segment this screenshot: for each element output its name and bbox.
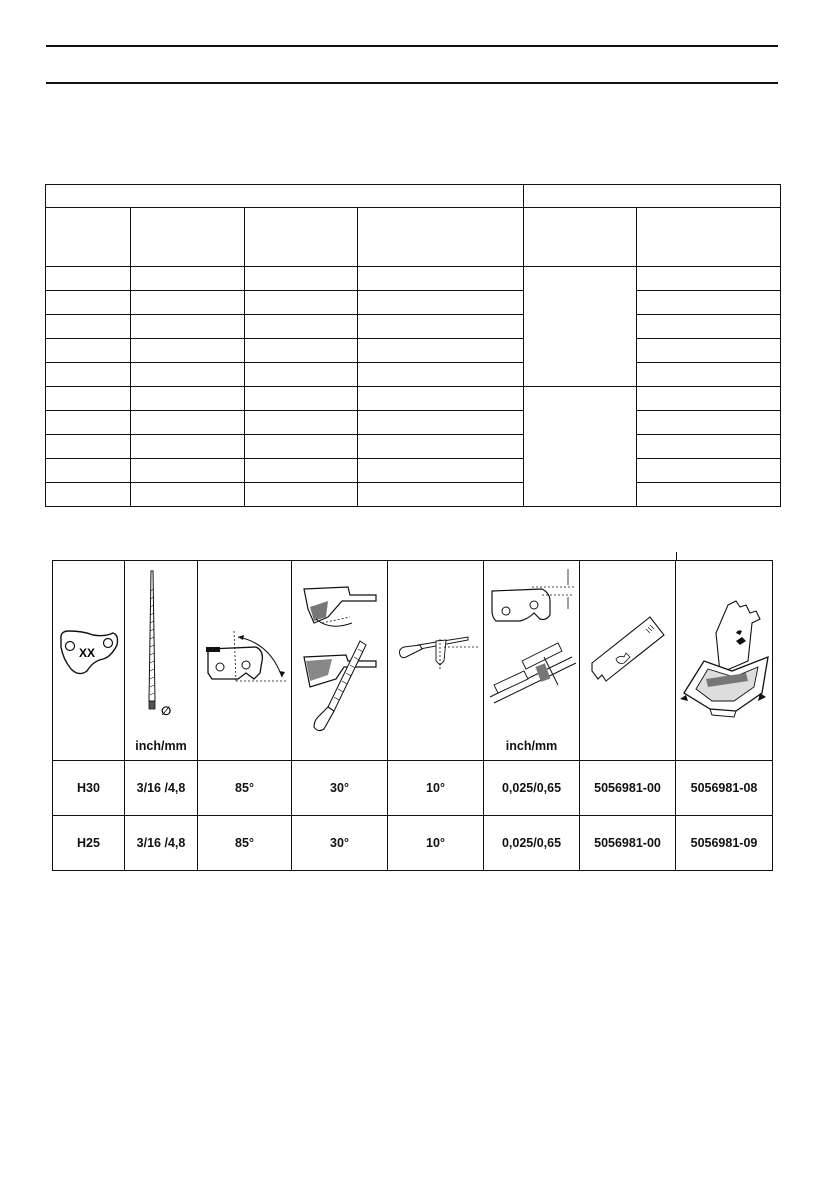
table-cell	[637, 315, 781, 339]
table-row-h30	[53, 761, 773, 816]
illustration-cell-gauge-tool	[580, 561, 676, 761]
depth-gauge-cell: 0,025/0,65	[484, 816, 580, 871]
table-cell	[245, 291, 358, 315]
table-row	[46, 291, 781, 315]
table-row	[46, 363, 781, 387]
table-cell	[245, 315, 358, 339]
file-holder-cell: 5056981-09	[676, 816, 773, 871]
tilt-angle-cell: 10°	[388, 761, 484, 816]
table-cell	[637, 459, 781, 483]
depth-gauge-icon	[484, 561, 580, 760]
gauge-unit-label: inch/mm	[505, 739, 558, 753]
table-cell	[46, 411, 131, 435]
illustration-cell-filing-angle	[292, 561, 388, 761]
table-cell	[637, 267, 781, 291]
table-row-h25	[53, 816, 773, 871]
top-plate-angle-cell: 85°	[198, 761, 292, 816]
table-cell	[637, 339, 781, 363]
illustration-cell-tilt-angle	[388, 561, 484, 761]
filing-angle-cell: 30°	[292, 816, 388, 871]
table-cell	[245, 339, 358, 363]
chain-cell: H25	[53, 816, 125, 871]
table-row	[46, 435, 781, 459]
file-unit-label: inch/mm	[135, 739, 187, 753]
table-cell	[131, 435, 245, 459]
table-cell	[358, 267, 524, 291]
table-cell	[131, 459, 245, 483]
table-subheader-row	[46, 208, 781, 267]
subheader-cell	[46, 208, 131, 267]
illustration-cell-depth-gauge	[484, 561, 580, 761]
table-cell	[245, 435, 358, 459]
subheader-cell	[358, 208, 524, 267]
illustration-cell-file	[125, 561, 198, 761]
chain-cell: H30	[53, 761, 125, 816]
table-cell	[46, 315, 131, 339]
merged-cell	[524, 387, 637, 507]
file-holder-cell: 5056981-08	[676, 761, 773, 816]
table-cell	[131, 363, 245, 387]
table-cell	[131, 291, 245, 315]
file-tilt-icon	[388, 561, 484, 760]
empty-reference-table	[45, 184, 781, 507]
file-size-cell: 3/16 /4,8	[125, 816, 198, 871]
header-rule-bottom	[46, 82, 778, 84]
tilt-angle-cell: 10°	[388, 816, 484, 871]
cutter-mark-label: XX	[79, 646, 96, 660]
column-tick-mark	[676, 552, 677, 560]
table-cell	[131, 387, 245, 411]
diameter-symbol: ∅	[161, 704, 172, 718]
saw-chain-cutter-icon	[53, 561, 125, 760]
header-rule-top	[46, 45, 778, 47]
top-plate-angle-icon	[198, 561, 292, 760]
sharpening-spec-table	[52, 560, 773, 871]
file-size-cell: 3/16 /4,8	[125, 761, 198, 816]
table-cell	[46, 291, 131, 315]
subheader-cell	[131, 208, 245, 267]
illustration-cell-top-plate-angle	[198, 561, 292, 761]
table-cell	[358, 435, 524, 459]
table-cell	[245, 387, 358, 411]
table-row	[46, 387, 781, 411]
filing-angle-icon	[292, 561, 388, 760]
table-cell	[637, 363, 781, 387]
gauge-tool-cell: 5056981-00	[580, 816, 676, 871]
round-file-icon	[125, 561, 198, 731]
table-row	[46, 267, 781, 291]
table-cell	[131, 483, 245, 507]
table-cell	[131, 411, 245, 435]
table-cell	[358, 411, 524, 435]
table-cell	[46, 387, 131, 411]
table-row	[46, 339, 781, 363]
table-cell	[245, 411, 358, 435]
table-row	[46, 315, 781, 339]
table-cell	[46, 339, 131, 363]
table-cell	[637, 411, 781, 435]
table-cell	[358, 387, 524, 411]
table-cell	[358, 459, 524, 483]
table-cell	[131, 315, 245, 339]
table-cell	[46, 363, 131, 387]
depth-gauge-tool-icon	[580, 561, 676, 760]
illustration-cell-file-holder	[676, 561, 773, 761]
subheader-cell	[524, 208, 637, 267]
table-row	[46, 483, 781, 507]
table-cell	[131, 267, 245, 291]
merged-cell	[524, 267, 637, 387]
table-cell	[46, 459, 131, 483]
file-holder-icon	[676, 561, 773, 760]
table-cell	[358, 363, 524, 387]
table-header-row	[46, 185, 781, 208]
illustration-row	[53, 561, 773, 761]
table-cell	[245, 267, 358, 291]
table-cell	[131, 339, 245, 363]
table-cell	[46, 483, 131, 507]
illustration-cell-cutter	[53, 561, 125, 761]
gauge-tool-cell: 5056981-00	[580, 761, 676, 816]
filing-angle-cell: 30°	[292, 761, 388, 816]
table-cell	[358, 339, 524, 363]
table-cell	[358, 315, 524, 339]
table-cell	[245, 459, 358, 483]
table-row	[46, 411, 781, 435]
top-plate-angle-cell: 85°	[198, 816, 292, 871]
table-cell	[245, 363, 358, 387]
depth-gauge-cell: 0,025/0,65	[484, 761, 580, 816]
table-cell	[46, 435, 131, 459]
table-cell	[358, 291, 524, 315]
subheader-cell	[245, 208, 358, 267]
header-cell-group-left	[46, 185, 524, 208]
table-row	[46, 459, 781, 483]
table-cell	[358, 483, 524, 507]
header-cell-group-right	[524, 185, 781, 208]
table-cell	[46, 267, 131, 291]
table-cell	[245, 483, 358, 507]
table-cell	[637, 387, 781, 411]
subheader-cell	[637, 208, 781, 267]
table-cell	[637, 291, 781, 315]
table-cell	[637, 435, 781, 459]
table-cell	[637, 483, 781, 507]
